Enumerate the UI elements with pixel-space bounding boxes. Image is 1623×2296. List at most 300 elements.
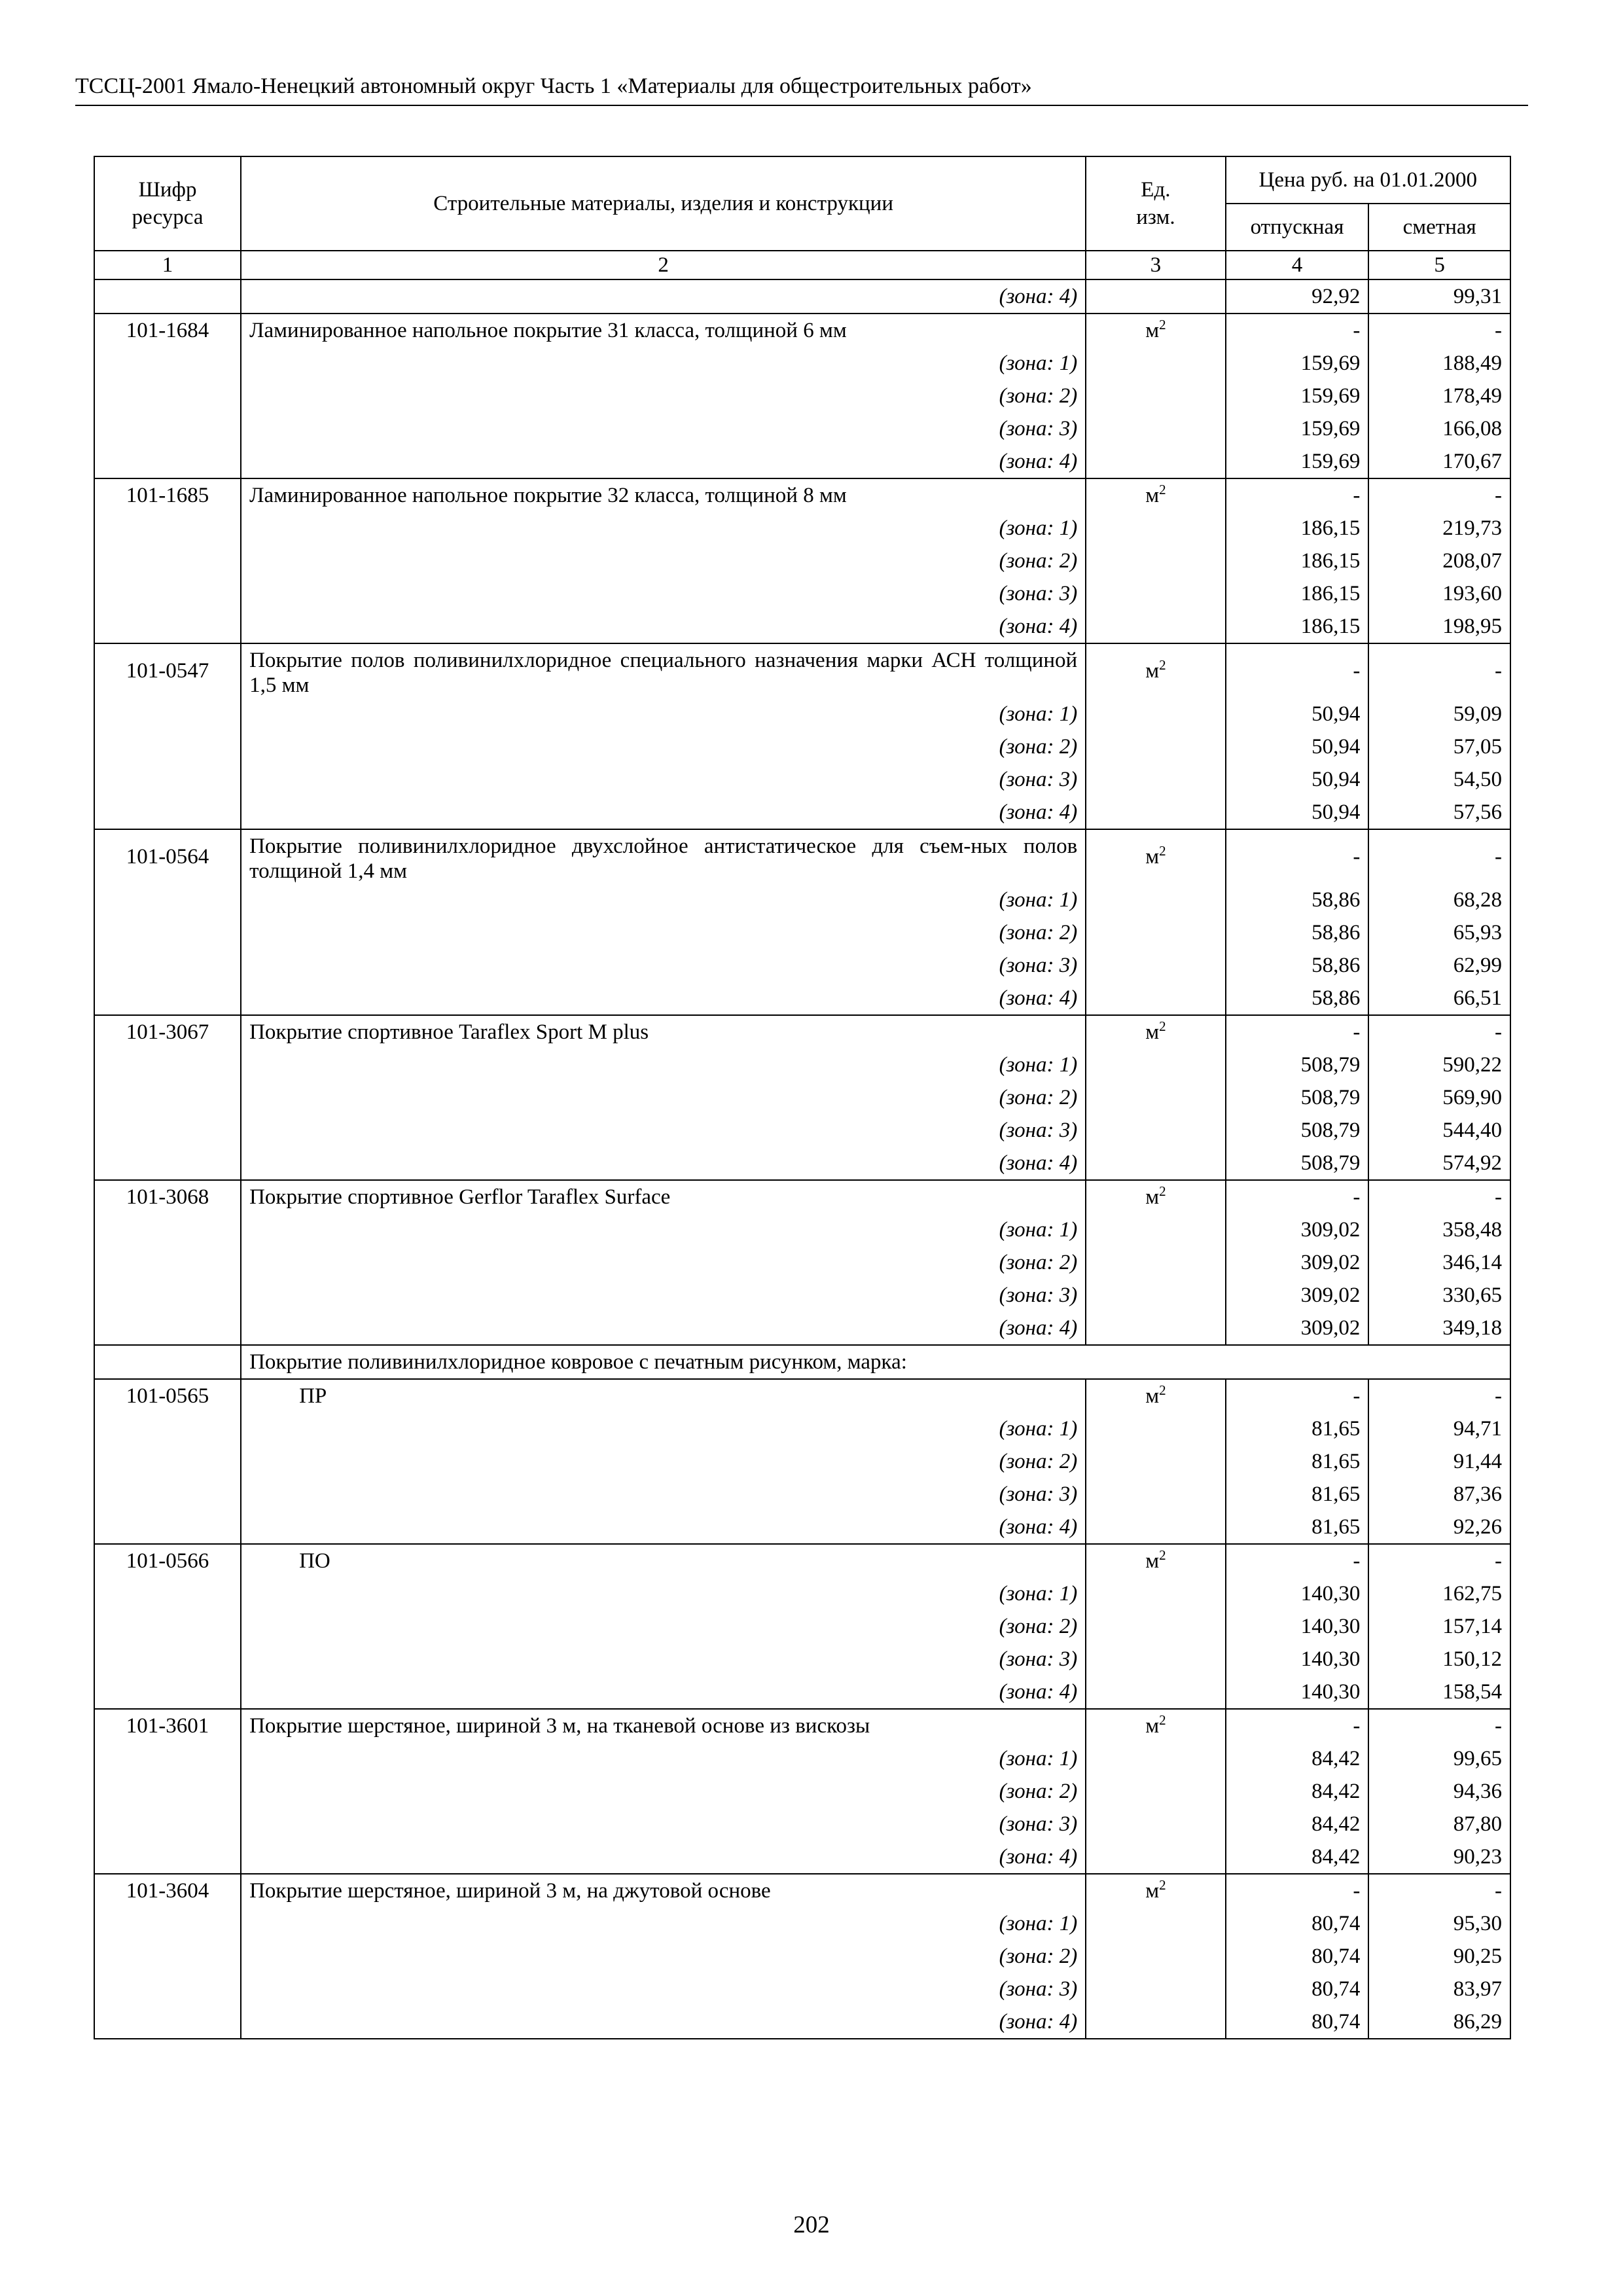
price-otp: 508,79 bbox=[1226, 1147, 1369, 1180]
price-smt: 90,23 bbox=[1368, 1840, 1510, 1874]
dash-smt: - bbox=[1368, 1874, 1510, 1907]
zone-label: (зона: 4) bbox=[241, 1312, 1086, 1345]
zone-code-empty bbox=[94, 1742, 241, 1775]
zone-row bbox=[94, 730, 1510, 763]
unit-exponent: 2 bbox=[1159, 1382, 1166, 1398]
price-smt: 54,50 bbox=[1368, 763, 1510, 796]
zone-code-empty bbox=[94, 1279, 241, 1312]
zone-code-empty bbox=[94, 610, 241, 643]
unit-exponent: 2 bbox=[1159, 317, 1166, 332]
material-name: Покрытие спортивное Gerflor Taraflex Surface bbox=[241, 1180, 1086, 1213]
zone-label: (зона: 1) bbox=[241, 1049, 1086, 1081]
zone-label: (зона: 2) bbox=[241, 916, 1086, 949]
zone-row bbox=[94, 1577, 1510, 1610]
zone-unit-empty bbox=[1086, 412, 1225, 445]
zone-code-empty bbox=[94, 412, 241, 445]
zone-code-empty bbox=[94, 1478, 241, 1511]
zone-code-empty bbox=[94, 884, 241, 916]
price-otp: 140,30 bbox=[1226, 1577, 1369, 1610]
zone-unit-empty bbox=[1086, 1643, 1225, 1676]
zone-unit-empty bbox=[1086, 347, 1225, 380]
col-number-5: 5 bbox=[1368, 251, 1510, 279]
zone-unit-empty bbox=[1086, 445, 1225, 478]
zone-code-empty bbox=[94, 445, 241, 478]
price-smt: 208,07 bbox=[1368, 545, 1510, 577]
zone-label: (зона: 2) bbox=[241, 1610, 1086, 1643]
unit-cell bbox=[1086, 1544, 1225, 1577]
zone-row bbox=[94, 1676, 1510, 1709]
group-code bbox=[94, 1345, 241, 1379]
price-smt: 157,14 bbox=[1368, 1610, 1510, 1643]
dash-smt: - bbox=[1368, 829, 1510, 884]
zone-unit-empty bbox=[1086, 1049, 1225, 1081]
zone-code-empty bbox=[94, 380, 241, 412]
col-number-3: 3 bbox=[1086, 251, 1225, 279]
price-smt: 358,48 bbox=[1368, 1213, 1510, 1246]
resource-code: 101-1684 bbox=[94, 314, 241, 347]
dash-smt: - bbox=[1368, 1709, 1510, 1742]
unit-base: м bbox=[1145, 1879, 1160, 1903]
zone-label: (зона: 3) bbox=[241, 1643, 1086, 1676]
price-otp: 186,15 bbox=[1226, 577, 1369, 610]
unit-base: м bbox=[1145, 1020, 1160, 1044]
zone-code-empty bbox=[94, 1081, 241, 1114]
price-smt: 150,12 bbox=[1368, 1643, 1510, 1676]
group-label: Покрытие поливинилхлоридное ковровое с печатным рисунком, марка: bbox=[241, 1345, 1510, 1379]
zone-unit-empty bbox=[1086, 1610, 1225, 1643]
zone-unit-empty bbox=[1086, 1312, 1225, 1345]
zone-unit-empty bbox=[1086, 1114, 1225, 1147]
zone-code-empty bbox=[94, 1114, 241, 1147]
zone-row bbox=[94, 545, 1510, 577]
table-row bbox=[94, 1015, 1510, 1049]
col-header-otp: отпускная bbox=[1226, 204, 1369, 251]
table-row bbox=[94, 478, 1510, 512]
unit-base: м bbox=[1145, 1185, 1160, 1209]
price-otp: 84,42 bbox=[1226, 1840, 1369, 1874]
unit-exponent: 2 bbox=[1159, 1547, 1166, 1563]
table-row bbox=[94, 643, 1510, 698]
dash-smt: - bbox=[1368, 1180, 1510, 1213]
unit-exponent: 2 bbox=[1159, 1183, 1166, 1199]
zone-unit-empty bbox=[1086, 763, 1225, 796]
unit-cell bbox=[1086, 643, 1225, 698]
zone-unit-empty bbox=[1086, 1577, 1225, 1610]
zone-unit-empty bbox=[1086, 545, 1225, 577]
zone-row bbox=[94, 1279, 1510, 1312]
zone-unit-empty bbox=[1086, 1907, 1225, 1940]
price-smt: 198,95 bbox=[1368, 610, 1510, 643]
zone-row bbox=[94, 1808, 1510, 1840]
unit-cell bbox=[1086, 314, 1225, 347]
zone-code-empty bbox=[94, 577, 241, 610]
price-otp: 50,94 bbox=[1226, 796, 1369, 829]
col-header-code: Шифр ресурса bbox=[94, 156, 241, 251]
price-otp: 84,42 bbox=[1226, 1808, 1369, 1840]
zone-label: (зона: 3) bbox=[241, 763, 1086, 796]
dash-otp: - bbox=[1226, 643, 1369, 698]
zone-label: (зона: 3) bbox=[241, 1279, 1086, 1312]
material-name: ПР bbox=[241, 1379, 1086, 1412]
price-smt: 99,65 bbox=[1368, 1742, 1510, 1775]
price-smt: 162,75 bbox=[1368, 1577, 1510, 1610]
dash-otp: - bbox=[1226, 829, 1369, 884]
zone-row bbox=[94, 916, 1510, 949]
zone-unit-empty bbox=[1086, 698, 1225, 730]
zone-label: (зона: 2) bbox=[241, 1081, 1086, 1114]
price-smt: 90,25 bbox=[1368, 1940, 1510, 1973]
dash-smt: - bbox=[1368, 643, 1510, 698]
zone-unit-empty bbox=[1086, 1412, 1225, 1445]
zone-row bbox=[94, 2005, 1510, 2039]
zone-code-empty bbox=[94, 1940, 241, 1973]
zone-row bbox=[94, 796, 1510, 829]
unit-cell bbox=[1086, 1709, 1225, 1742]
zone-label: (зона: 2) bbox=[241, 730, 1086, 763]
price-smt: 569,90 bbox=[1368, 1081, 1510, 1114]
carry-code bbox=[94, 279, 241, 314]
unit-base: м bbox=[1145, 845, 1160, 869]
zone-row bbox=[94, 1412, 1510, 1445]
price-otp: 84,42 bbox=[1226, 1742, 1369, 1775]
carry-smt: 99,31 bbox=[1368, 279, 1510, 314]
price-smt: 95,30 bbox=[1368, 1907, 1510, 1940]
zone-row bbox=[94, 1610, 1510, 1643]
unit-base: м bbox=[1145, 659, 1160, 683]
price-smt: 87,36 bbox=[1368, 1478, 1510, 1511]
price-otp: 58,86 bbox=[1226, 982, 1369, 1015]
price-smt: 544,40 bbox=[1368, 1114, 1510, 1147]
table-row bbox=[94, 1874, 1510, 1907]
zone-row bbox=[94, 1445, 1510, 1478]
zone-unit-empty bbox=[1086, 1775, 1225, 1808]
price-smt: 66,51 bbox=[1368, 982, 1510, 1015]
price-smt: 590,22 bbox=[1368, 1049, 1510, 1081]
price-otp: 508,79 bbox=[1226, 1081, 1369, 1114]
zone-unit-empty bbox=[1086, 1840, 1225, 1874]
zone-label: (зона: 4) bbox=[241, 982, 1086, 1015]
col-number-1: 1 bbox=[94, 251, 241, 279]
group-row bbox=[94, 1345, 1510, 1379]
zone-code-empty bbox=[94, 1213, 241, 1246]
price-otp: 140,30 bbox=[1226, 1643, 1369, 1676]
price-smt: 87,80 bbox=[1368, 1808, 1510, 1840]
resource-code: 101-0547 bbox=[94, 643, 241, 698]
price-otp: 309,02 bbox=[1226, 1246, 1369, 1279]
zone-unit-empty bbox=[1086, 949, 1225, 982]
price-otp: 81,65 bbox=[1226, 1478, 1369, 1511]
col-header-smt: сметная bbox=[1368, 204, 1510, 251]
dash-smt: - bbox=[1368, 314, 1510, 347]
unit-cell bbox=[1086, 1015, 1225, 1049]
price-smt: 94,36 bbox=[1368, 1775, 1510, 1808]
col-header-price-group: Цена руб. на 01.01.2000 bbox=[1226, 156, 1510, 204]
zone-code-empty bbox=[94, 982, 241, 1015]
zone-label: (зона: 2) bbox=[241, 1246, 1086, 1279]
price-otp: 81,65 bbox=[1226, 1445, 1369, 1478]
zone-unit-empty bbox=[1086, 982, 1225, 1015]
price-otp: 186,15 bbox=[1226, 545, 1369, 577]
dash-otp: - bbox=[1226, 1015, 1369, 1049]
resource-code: 101-0566 bbox=[94, 1544, 241, 1577]
price-smt: 92,26 bbox=[1368, 1511, 1510, 1544]
running-header: ТССЦ-2001 Ямало-Ненецкий автономный округ Часть 1 «Материалы для общестроительных работ» bbox=[75, 74, 1032, 98]
price-smt: 62,99 bbox=[1368, 949, 1510, 982]
zone-unit-empty bbox=[1086, 610, 1225, 643]
zone-label: (зона: 1) bbox=[241, 512, 1086, 545]
zone-label: (зона: 3) bbox=[241, 1478, 1086, 1511]
zone-label: (зона: 3) bbox=[241, 412, 1086, 445]
price-otp: 309,02 bbox=[1226, 1279, 1369, 1312]
zone-row bbox=[94, 1114, 1510, 1147]
dash-smt: - bbox=[1368, 1379, 1510, 1412]
material-name: Покрытие шерстяное, шириной 3 м, на джутовой основе bbox=[241, 1874, 1086, 1907]
carry-otp: 92,92 bbox=[1226, 279, 1369, 314]
zone-unit-empty bbox=[1086, 1081, 1225, 1114]
price-otp: 80,74 bbox=[1226, 1973, 1369, 2005]
unit-cell bbox=[1086, 829, 1225, 884]
zone-row bbox=[94, 1147, 1510, 1180]
zone-row bbox=[94, 1840, 1510, 1874]
price-smt: 178,49 bbox=[1368, 380, 1510, 412]
price-smt: 91,44 bbox=[1368, 1445, 1510, 1478]
zone-label: (зона: 2) bbox=[241, 1940, 1086, 1973]
zone-label: (зона: 1) bbox=[241, 347, 1086, 380]
zone-label: (зона: 1) bbox=[241, 698, 1086, 730]
material-name: Ламинированное напольное покрытие 31 класса, толщиной 6 мм bbox=[241, 314, 1086, 347]
price-otp: 50,94 bbox=[1226, 730, 1369, 763]
zone-row bbox=[94, 610, 1510, 643]
resource-code: 101-0564 bbox=[94, 829, 241, 884]
zone-unit-empty bbox=[1086, 730, 1225, 763]
price-otp: 50,94 bbox=[1226, 698, 1369, 730]
zone-label: (зона: 4) bbox=[241, 1511, 1086, 1544]
zone-code-empty bbox=[94, 730, 241, 763]
zone-row bbox=[94, 1973, 1510, 2005]
zone-unit-empty bbox=[1086, 884, 1225, 916]
zone-code-empty bbox=[94, 1808, 241, 1840]
table-body bbox=[94, 279, 1510, 2039]
price-smt: 59,09 bbox=[1368, 698, 1510, 730]
price-smt: 193,60 bbox=[1368, 577, 1510, 610]
zone-code-empty bbox=[94, 1147, 241, 1180]
price-smt: 57,56 bbox=[1368, 796, 1510, 829]
unit-exponent: 2 bbox=[1159, 1018, 1166, 1034]
unit-exponent: 2 bbox=[1159, 657, 1166, 673]
table-row bbox=[94, 829, 1510, 884]
resource-code: 101-3067 bbox=[94, 1015, 241, 1049]
resource-code: 101-3068 bbox=[94, 1180, 241, 1213]
zone-unit-empty bbox=[1086, 916, 1225, 949]
price-smt: 188,49 bbox=[1368, 347, 1510, 380]
zone-code-empty bbox=[94, 1246, 241, 1279]
dash-smt: - bbox=[1368, 1015, 1510, 1049]
price-otp: 508,79 bbox=[1226, 1114, 1369, 1147]
zone-unit-empty bbox=[1086, 1246, 1225, 1279]
zone-unit-empty bbox=[1086, 512, 1225, 545]
price-smt: 158,54 bbox=[1368, 1676, 1510, 1709]
zone-label: (зона: 3) bbox=[241, 1114, 1086, 1147]
resource-code: 101-3604 bbox=[94, 1874, 241, 1907]
dash-otp: - bbox=[1226, 1180, 1369, 1213]
zone-code-empty bbox=[94, 796, 241, 829]
price-otp: 309,02 bbox=[1226, 1213, 1369, 1246]
zone-row bbox=[94, 1907, 1510, 1940]
unit-cell bbox=[1086, 1379, 1225, 1412]
price-otp: 80,74 bbox=[1226, 1907, 1369, 1940]
zone-label: (зона: 4) bbox=[241, 2005, 1086, 2039]
price-otp: 84,42 bbox=[1226, 1775, 1369, 1808]
zone-row bbox=[94, 1742, 1510, 1775]
price-otp: 309,02 bbox=[1226, 1312, 1369, 1345]
price-otp: 80,74 bbox=[1226, 1940, 1369, 1973]
zone-row bbox=[94, 1049, 1510, 1081]
zone-row bbox=[94, 1246, 1510, 1279]
zone-code-empty bbox=[94, 1973, 241, 2005]
zone-code-empty bbox=[94, 1840, 241, 1874]
zone-label: (зона: 3) bbox=[241, 1808, 1086, 1840]
zone-label: (зона: 2) bbox=[241, 1445, 1086, 1478]
price-otp: 81,65 bbox=[1226, 1511, 1369, 1544]
zone-row bbox=[94, 1081, 1510, 1114]
table-row bbox=[94, 1379, 1510, 1412]
zone-unit-empty bbox=[1086, 2005, 1225, 2039]
zone-unit-empty bbox=[1086, 1478, 1225, 1511]
zone-unit-empty bbox=[1086, 1213, 1225, 1246]
price-otp: 159,69 bbox=[1226, 445, 1369, 478]
zone-code-empty bbox=[94, 1676, 241, 1709]
zone-label: (зона: 2) bbox=[241, 1775, 1086, 1808]
zone-label: (зона: 4) bbox=[241, 1676, 1086, 1709]
zone-row bbox=[94, 698, 1510, 730]
dash-otp: - bbox=[1226, 1874, 1369, 1907]
material-name: Ламинированное напольное покрытие 32 класса, толщиной 8 мм bbox=[241, 478, 1086, 512]
zone-label: (зона: 3) bbox=[241, 949, 1086, 982]
zone-unit-empty bbox=[1086, 1940, 1225, 1973]
price-smt: 574,92 bbox=[1368, 1147, 1510, 1180]
zone-code-empty bbox=[94, 763, 241, 796]
zone-unit-empty bbox=[1086, 1676, 1225, 1709]
price-otp: 58,86 bbox=[1226, 949, 1369, 982]
carry-unit bbox=[1086, 279, 1225, 314]
dash-smt: - bbox=[1368, 478, 1510, 512]
price-otp: 58,86 bbox=[1226, 884, 1369, 916]
zone-row bbox=[94, 445, 1510, 478]
price-otp: 159,69 bbox=[1226, 347, 1369, 380]
zone-row bbox=[94, 1643, 1510, 1676]
unit-base: м bbox=[1145, 319, 1160, 342]
zone-code-empty bbox=[94, 949, 241, 982]
price-smt: 219,73 bbox=[1368, 512, 1510, 545]
price-otp: 80,74 bbox=[1226, 2005, 1369, 2039]
zone-code-empty bbox=[94, 1775, 241, 1808]
zone-label: (зона: 1) bbox=[241, 1907, 1086, 1940]
zone-code-empty bbox=[94, 347, 241, 380]
zone-label: (зона: 4) bbox=[241, 796, 1086, 829]
zone-unit-empty bbox=[1086, 1445, 1225, 1478]
col-number-4: 4 bbox=[1226, 251, 1369, 279]
price-otp: 81,65 bbox=[1226, 1412, 1369, 1445]
zone-label: (зона: 2) bbox=[241, 545, 1086, 577]
price-otp: 159,69 bbox=[1226, 412, 1369, 445]
zone-unit-empty bbox=[1086, 796, 1225, 829]
price-otp: 186,15 bbox=[1226, 610, 1369, 643]
zone-code-empty bbox=[94, 1412, 241, 1445]
table-row bbox=[94, 314, 1510, 347]
unit-base: м bbox=[1145, 1549, 1160, 1573]
zone-unit-empty bbox=[1086, 1973, 1225, 2005]
zone-code-empty bbox=[94, 512, 241, 545]
price-otp: 58,86 bbox=[1226, 916, 1369, 949]
price-otp: 140,30 bbox=[1226, 1676, 1369, 1709]
material-name: Покрытие поливинилхлоридное двухслойное антистатическое для съем-ных полов толщиной 1,4 мм bbox=[241, 829, 1086, 884]
unit-exponent: 2 bbox=[1159, 482, 1166, 497]
zone-unit-empty bbox=[1086, 577, 1225, 610]
zone-row bbox=[94, 949, 1510, 982]
material-name: Покрытие полов поливинилхлоридное специального назначения марки АСН толщиной 1,5 мм bbox=[241, 643, 1086, 698]
zone-code-empty bbox=[94, 1577, 241, 1610]
zone-label: (зона: 1) bbox=[241, 1412, 1086, 1445]
zone-unit-empty bbox=[1086, 1279, 1225, 1312]
dash-otp: - bbox=[1226, 1544, 1369, 1577]
price-otp: 186,15 bbox=[1226, 512, 1369, 545]
unit-cell bbox=[1086, 1874, 1225, 1907]
zone-label: (зона: 4) bbox=[241, 1147, 1086, 1180]
unit-exponent: 2 bbox=[1159, 843, 1166, 859]
zone-label: (зона: 3) bbox=[241, 577, 1086, 610]
zone-row bbox=[94, 412, 1510, 445]
zone-row bbox=[94, 380, 1510, 412]
price-otp: 508,79 bbox=[1226, 1049, 1369, 1081]
zone-code-empty bbox=[94, 1643, 241, 1676]
price-table bbox=[94, 156, 1511, 2039]
zone-label: (зона: 4) bbox=[241, 1840, 1086, 1874]
price-smt: 65,93 bbox=[1368, 916, 1510, 949]
table-row bbox=[94, 1709, 1510, 1742]
unit-cell bbox=[1086, 1180, 1225, 1213]
material-name: Покрытие спортивное Taraflex Sport M plus bbox=[241, 1015, 1086, 1049]
zone-unit-empty bbox=[1086, 1808, 1225, 1840]
zone-row bbox=[94, 1511, 1510, 1544]
unit-cell bbox=[1086, 478, 1225, 512]
price-smt: 68,28 bbox=[1368, 884, 1510, 916]
unit-base: м bbox=[1145, 1384, 1160, 1408]
col-number-2: 2 bbox=[241, 251, 1086, 279]
zone-code-empty bbox=[94, 1049, 241, 1081]
zone-row bbox=[94, 1312, 1510, 1345]
price-otp: 140,30 bbox=[1226, 1610, 1369, 1643]
price-smt: 349,18 bbox=[1368, 1312, 1510, 1345]
price-otp: 50,94 bbox=[1226, 763, 1369, 796]
resource-code: 101-3601 bbox=[94, 1709, 241, 1742]
zone-label: (зона: 3) bbox=[241, 1973, 1086, 2005]
zone-label: (зона: 4) bbox=[241, 610, 1086, 643]
zone-label: (зона: 1) bbox=[241, 1742, 1086, 1775]
unit-base: м bbox=[1145, 1714, 1160, 1738]
zone-code-empty bbox=[94, 1907, 241, 1940]
zone-unit-empty bbox=[1086, 380, 1225, 412]
price-smt: 330,65 bbox=[1368, 1279, 1510, 1312]
price-smt: 170,67 bbox=[1368, 445, 1510, 478]
dash-otp: - bbox=[1226, 1379, 1369, 1412]
zone-row bbox=[94, 1940, 1510, 1973]
zone-unit-empty bbox=[1086, 1511, 1225, 1544]
zone-row bbox=[94, 577, 1510, 610]
table-row bbox=[94, 1180, 1510, 1213]
price-smt: 83,97 bbox=[1368, 1973, 1510, 2005]
zone-code-empty bbox=[94, 545, 241, 577]
zone-code-empty bbox=[94, 1445, 241, 1478]
